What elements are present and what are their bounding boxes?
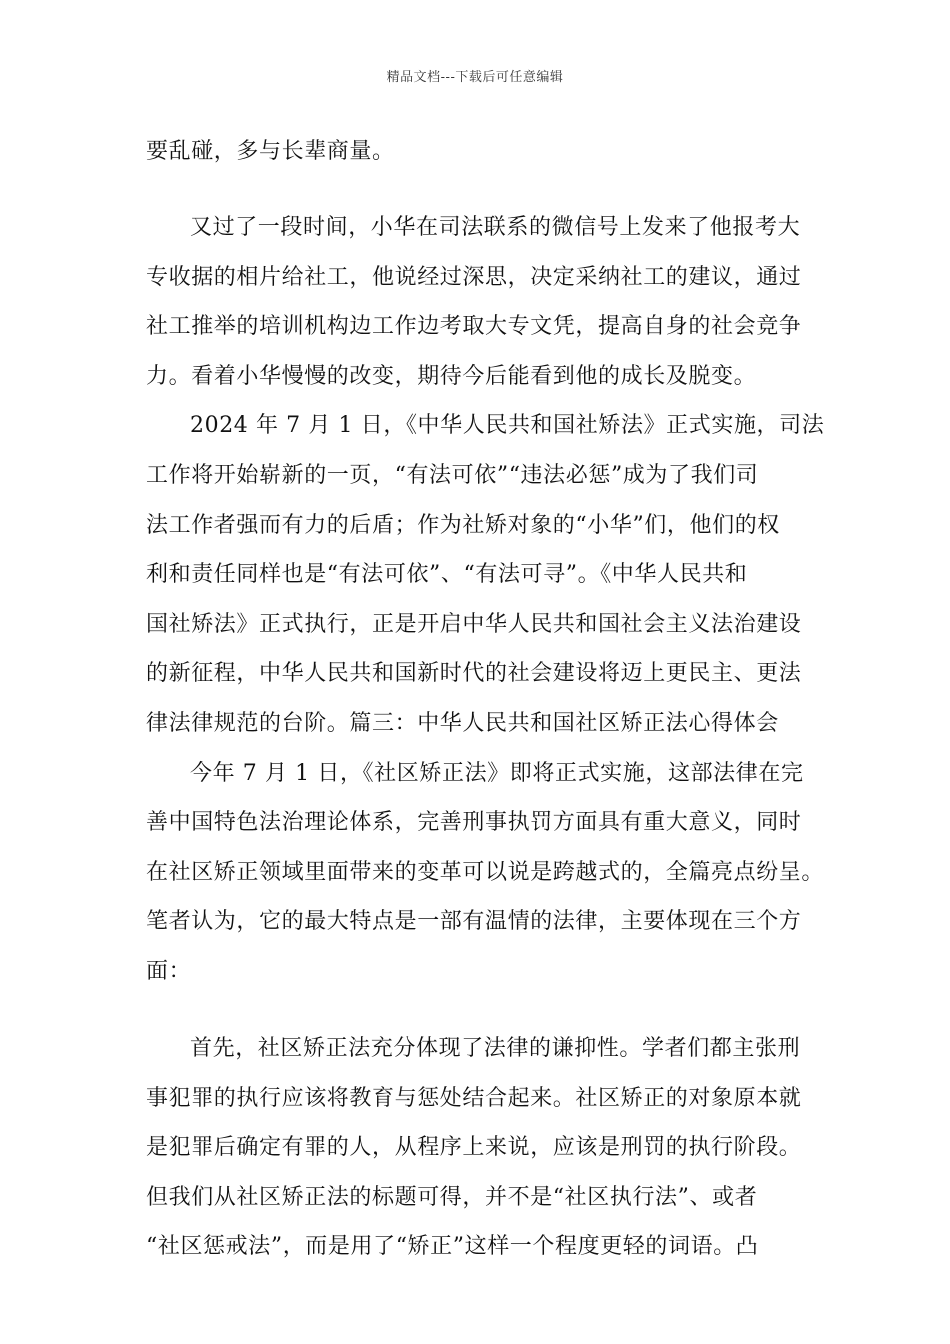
text-line: 律法律规范的台阶。篇三：中华人民共和国社区矫正法心得体会 (146, 711, 779, 736)
paragraph-start-line: 2024 年 7 月 1 日，《中华人民共和国社矫法》正式实施，司法 (190, 413, 825, 438)
text-line: 工作将开始崭新的一页，“有法可依”“违法必惩”成为了我们司 (146, 463, 759, 488)
text-line: 专收据的相片给社工，他说经过深思，决定采纳社工的建议，通过 (146, 265, 802, 290)
text-line: 面： (146, 959, 192, 984)
text-line: 要乱碰，多与长辈商量。 (146, 139, 395, 164)
paragraph-start-line: 今年 7 月 1 日，《社区矫正法》即将正式实施，这部法律在完 (190, 761, 804, 786)
text-line: 是犯罪后确定有罪的人，从程序上来说，应该是刑罚的执行阶段。 (146, 1135, 802, 1160)
paragraph-start-line: 首先，社区矫正法充分体现了法律的谦抑性。学者们都主张刑 (190, 1036, 801, 1061)
text-line: 事犯罪的执行应该将教育与惩处结合起来。社区矫正的对象原本就 (146, 1086, 802, 1111)
text-line: “社区惩戒法”，而是用了“矫正”这样一个程度更轻的词语。凸 (146, 1234, 759, 1259)
text-line: 力。看着小华慢慢的改变，期待今后能看到他的成长及脱变。 (146, 364, 757, 389)
text-line: 社工推举的培训机构边工作边考取大专文凭，提高自身的社会竞争 (146, 314, 802, 339)
text-line: 利和责任同样也是“有法可依”、“有法可寻”。《中华人民共和 (146, 562, 748, 587)
text-line: 的新征程，中华人民共和国新时代的社会建设将迈上更民主、更法 (146, 661, 802, 686)
text-line: 但我们从社区矫正法的标题可得，并不是“社区执行法”、或者 (146, 1185, 758, 1210)
text-line: 在社区矫正领域里面带来的变革可以说是跨越式的，全篇亮点纷呈。 (146, 860, 825, 885)
page-header: 精品文档---下载后可任意编辑 (386, 70, 564, 85)
text-line: 笔者认为，它的最大特点是一部有温情的法律，主要体现在三个方 (146, 909, 802, 934)
text-line: 法工作者强而有力的后盾；作为社矫对象的“小华”们，他们的权 (146, 513, 780, 538)
paragraph-start-line: 又过了一段时间，小华在司法联系的微信号上发来了他报考大 (190, 215, 801, 240)
text-line: 国社矫法》正式执行，正是开启中华人民共和国社会主义法治建设 (146, 612, 802, 637)
text-line: 善中国特色法治理论体系，完善刑事执罚方面具有重大意义，同时 (146, 810, 802, 835)
